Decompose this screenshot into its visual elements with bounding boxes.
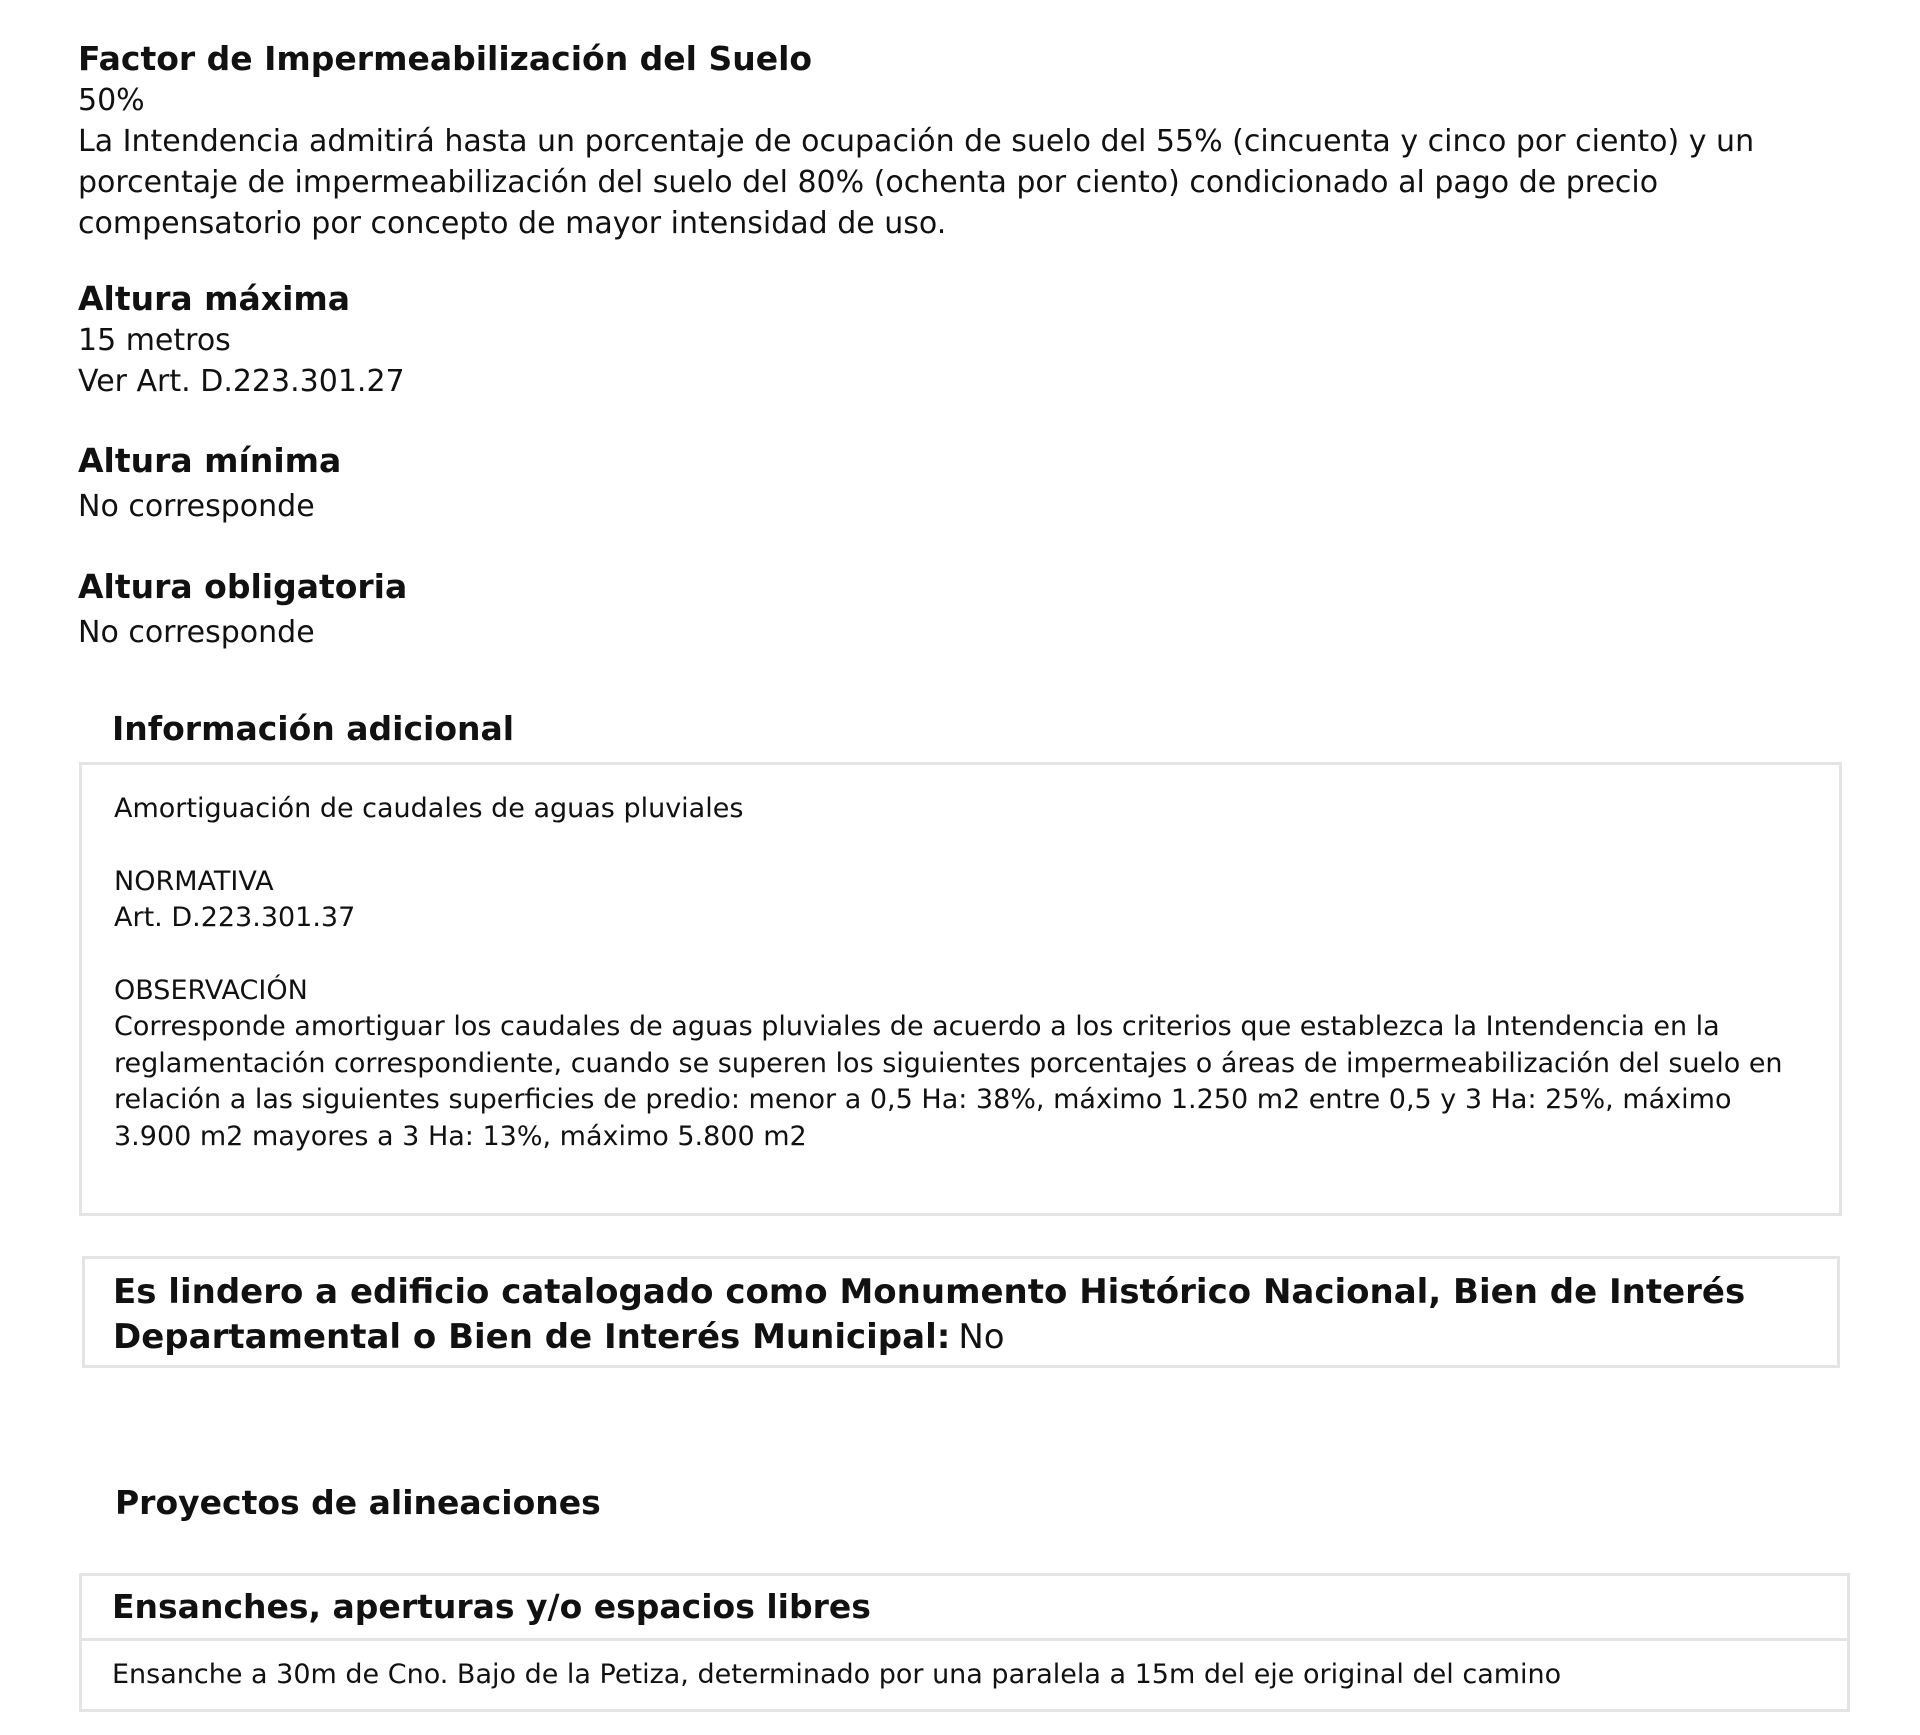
info-subject: Amortiguación de caudales de aguas pluviales <box>114 793 744 824</box>
altura-minima-section <box>78 440 1858 527</box>
impermeabilizacion-title: Factor de Impermeabilización del Suelo <box>78 39 813 78</box>
altura-minima-title: Altura mínima <box>78 441 342 480</box>
lindero-box <box>82 1256 1840 1368</box>
observacion-text: Corresponde amortiguar los caudales de aguas pluviales de acuerdo a los criterios que establezca la Intendencia en la reglamentación correspondiente, cuando se superen los siguientes porcentajes o áreas de impermeabilización del suelo en relación a las siguientes superficies de predio: menor a 0,5 Ha: 38%, máximo 1.250 m2 entre 0,5 y 3 Ha: 25%, máximo 3.900 m2 mayores a 3 Ha: 13%, máximo 5.800 m2 <box>114 1011 1783 1152</box>
observacion-label: OBSERVACIÓN <box>114 974 308 1006</box>
impermeabilizacion-note: La Intendencia admitirá hasta un porcentaje de ocupación de suelo del 55% (cincuenta y cinco por ciento) y un porcentaje de impermeabilización del suelo del 80% (ochenta por ciento) condicionado al pago de precio compensatorio por concepto de mayor intensidad de uso. <box>78 124 1755 241</box>
ensanches-title: Ensanches, aperturas y/o espacios libres <box>82 1576 1847 1641</box>
info-adicional-content <box>114 791 1814 1155</box>
impermeabilizacion-value: 50% <box>78 83 145 118</box>
proyectos-title: Proyectos de alineaciones <box>115 1483 601 1522</box>
ensanches-box <box>79 1573 1850 1712</box>
altura-maxima-section <box>78 278 1858 402</box>
normativa-label: NORMATIVA <box>114 865 274 897</box>
lindero-value: No <box>958 1317 1005 1357</box>
altura-maxima-reference: Ver Art. D.223.301.27 <box>78 364 405 399</box>
altura-obligatoria-section <box>78 566 1858 653</box>
ensanches-text: Ensanche a 30m de Cno. Bajo de la Petiza, determinado por una paralela a 15m del eje original del camino <box>112 1659 1562 1690</box>
altura-obligatoria-value: No corresponde <box>78 615 315 650</box>
altura-obligatoria-title: Altura obligatoria <box>78 567 408 606</box>
lindero-content <box>113 1270 1833 1360</box>
normativa-value: Art. D.223.301.37 <box>114 902 356 933</box>
altura-minima-value: No corresponde <box>78 489 315 524</box>
info-adicional-box <box>79 762 1842 1216</box>
altura-maxima-value: 15 metros <box>78 323 231 358</box>
lindero-label: Es lindero a edificio catalogado como Monumento Histórico Nacional, Bien de Interés Departamental o Bien de Interés Municipal: <box>113 1272 1746 1357</box>
impermeabilizacion-section <box>78 38 1858 244</box>
altura-maxima-title: Altura máxima <box>78 279 351 318</box>
info-adicional-title: Información adicional <box>112 709 515 748</box>
